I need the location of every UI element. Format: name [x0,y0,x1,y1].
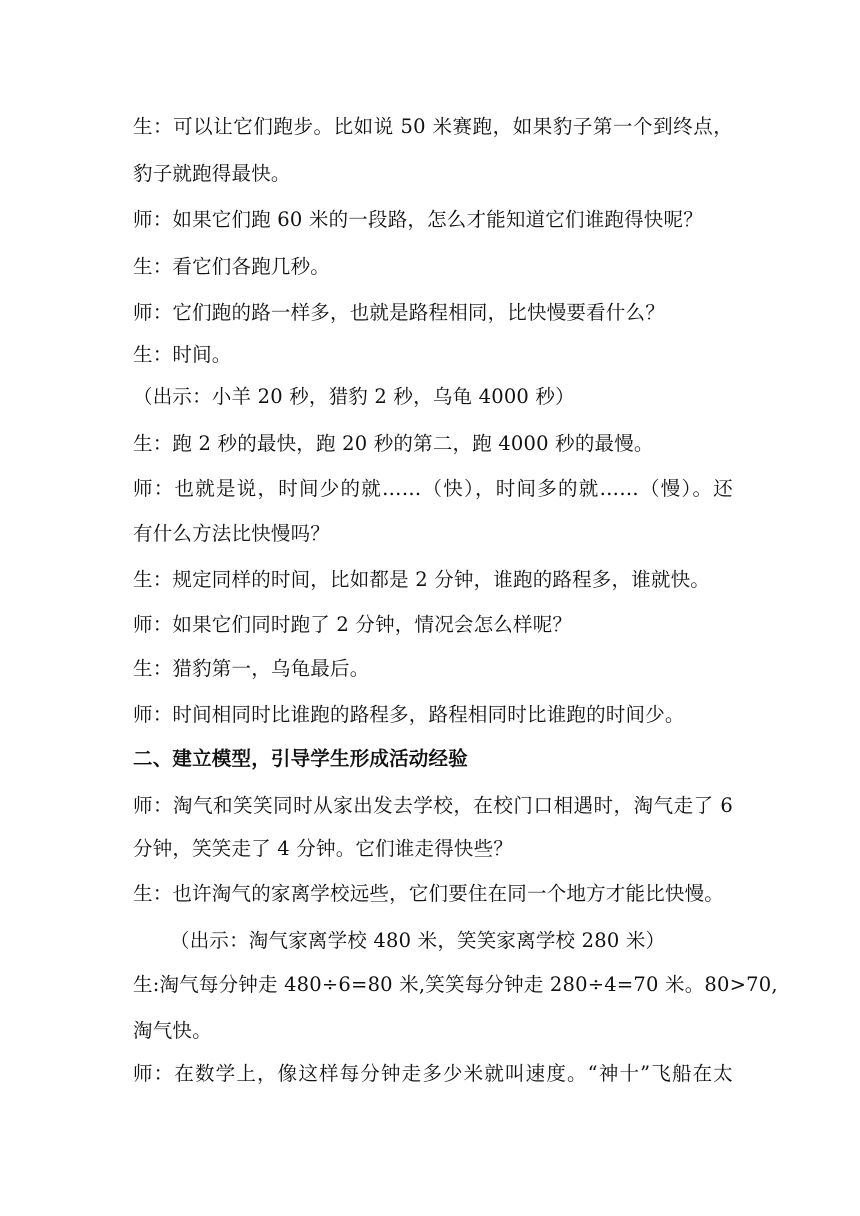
text-line: 师：如果它们同时跑了 2 分钟，情况会怎么样呢？ [133,613,573,636]
text-line: 师：时间相同时比谁跑的路程多，路程相同时比谁跑的时间少。 [133,703,685,726]
text-line: 豹子就跑得最快。 [133,162,291,185]
text-line: 生:淘气每分钟走 480÷6=80 米,笑笑每分钟走 280÷4=70 米。80>70, [133,973,778,996]
text-line: 有什么方法比快慢吗？ [133,522,331,545]
text-line: 生：也许淘气的家离学校远些，它们要住在同一个地方才能比快慢。 [133,882,725,905]
text-line: 淘气快。 [133,1019,212,1042]
text-line: （出示：小羊 20 秒，猎豹 2 秒，乌龟 4000 秒） [133,385,575,408]
section-heading: 二、建立模型，引导学生形成活动经验 [133,747,468,770]
text-line: 师：也就是说，时间少的就……（快），时间多的就……（慢）。还 [133,477,733,500]
text-line: 生：时间。 [133,343,232,366]
text-line: 生：看它们各跑几秒。 [133,255,331,278]
text-line: 生：可以让它们跑步。比如说 50 米赛跑，如果豹子第一个到终点， [133,115,733,138]
text-line: 生：规定同样的时间，比如都是 2 分钟，谁跑的路程多，谁就快。 [133,568,711,591]
text-line: 分钟，笑笑走了 4 分钟。它们谁走得快些？ [133,837,514,860]
text-line: 师：淘气和笑笑同时从家出发去学校，在校门口相遇时，淘气走了 6 [133,794,733,817]
text-line: 师：它们跑的路一样多，也就是路程相同，比快慢要看什么？ [133,301,665,324]
text-line: 师：如果它们跑 60 米的一段路，怎么才能知道它们谁跑得快呢？ [133,208,703,231]
text-line: 生：跑 2 秒的最快，跑 20 秒的第二，跑 4000 秒的最慢。 [133,432,654,455]
text-line: 生：猎豹第一，乌龟最后。 [133,657,370,680]
text-line: （出示：淘气家离学校 480 米，笑笑家离学校 280 米） [170,929,666,952]
text-line: 师：在数学上，像这样每分钟走多少米就叫速度。“神十”飞船在太 [133,1062,733,1085]
